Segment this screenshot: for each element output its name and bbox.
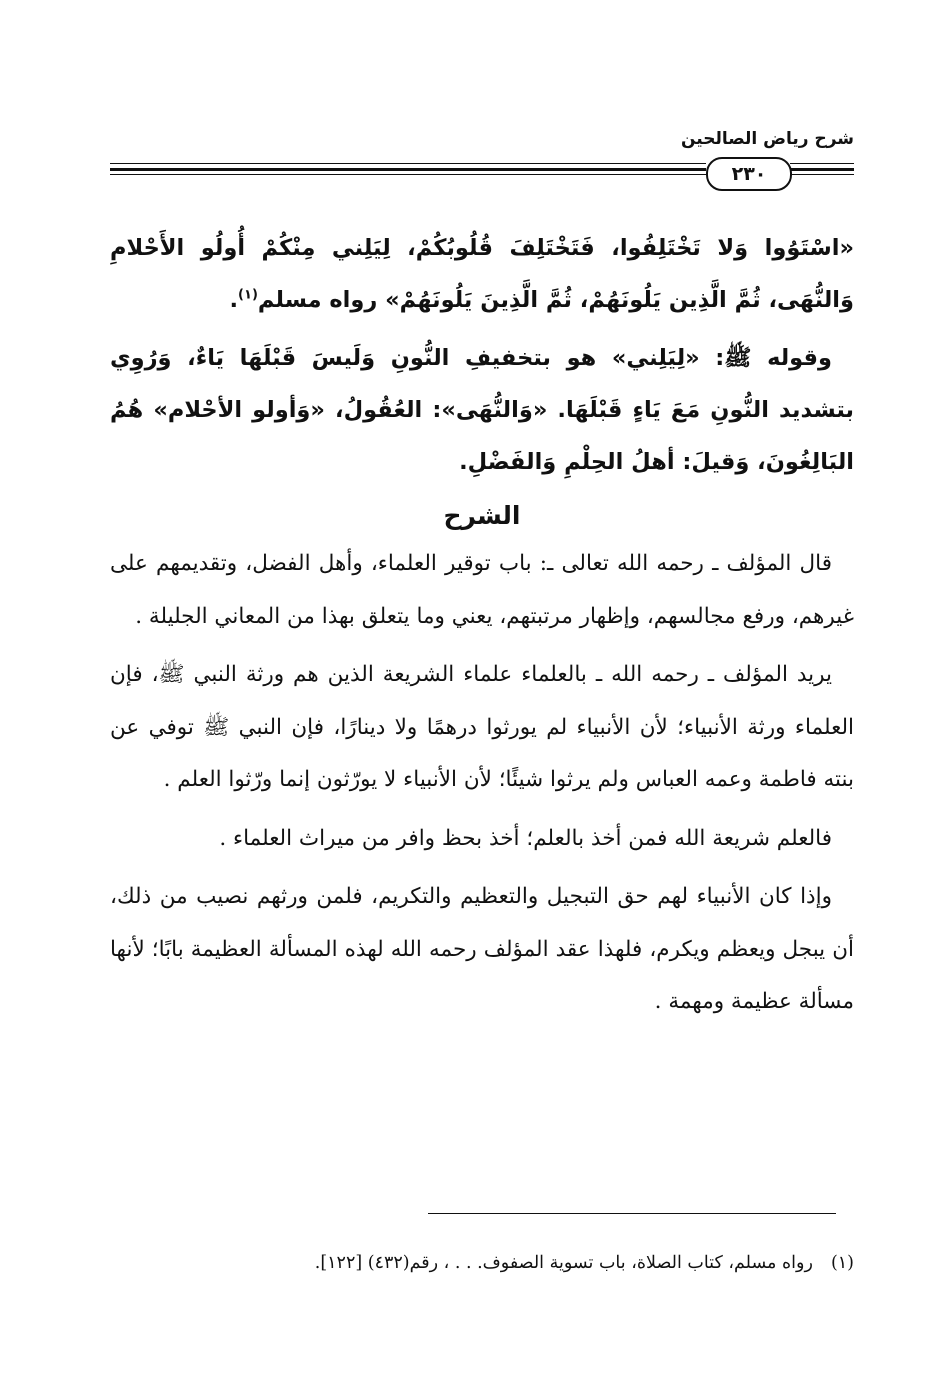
page-number-badge	[706, 157, 792, 191]
sharh-paragraph-2: يريد المؤلف ـ رحمه الله ـ بالعلماء علماء الشريعة الذين هم ورثة النبي ﷺ، فإن العلماء ورثة الأنبياء؛ لأن الأنبياء لم يورثوا درهمًا ولا دينارًا، فإن النبي ﷺ توفي عن بنته فاطمة وعمه العباس ولم يرثوا شيئًا؛ لأن الأنبياء لا يورّثون إنما ورّثوا العلم .	[110, 662, 854, 792]
page-number: ٢٣٠	[731, 163, 767, 185]
hadith-text-part2: .	[229, 287, 239, 313]
footnote-marker: (١)	[830, 1253, 854, 1273]
running-title: شرح رياض الصالحين	[680, 129, 854, 149]
footnote-divider	[428, 1213, 836, 1214]
main-text	[110, 222, 854, 1035]
hadith-explanation: وقوله ﷺ: «لِيَلِني» هو بتخفيفِ النُّونِ وَلَيسَ قَبْلَهَا يَاءٌ، وَرُوِي بتشديد النُّونِ مَعَ يَاءٍ قَبْلَهَا. «وَالنُّهَى»: العُقُولُ، «وَأولو الأحْلام» هُمُ البَالِغُونَ، وَقيلَ: أهلُ الحِلْمِ وَالفَضْلِ.	[110, 345, 854, 475]
footnote-reference[interactable]: (١)	[238, 287, 258, 303]
hadith-text-part1: «اسْتَوُوا وَلا تَخْتَلِفُوا، فَتَخْتَلِفَ قُلُوبُكُمْ، لِيَلِني مِنْكُمْ أُولُو الأَحْلامِ وَالنُّهَى، ثُمَّ الَّذِين يَلُونَهُمْ، ثُمَّ الَّذِينَ يَلُونَهُمْ» رواه مسلم	[110, 235, 854, 313]
sharh-paragraph-3: فالعلم شريعة الله فمن أخذ بالعلم؛ أخذ بحظ وافر من ميراث العلماء .	[219, 825, 832, 851]
sharh-paragraph-1: قال المؤلف ـ رحمه الله تعالى ـ: باب توقير العلماء، وأهل الفضل، وتقديمهم على غيرهم، ورفع مجالسهم، وإظهار مرتبتهم، يعني وما يتعلق بهذا من المعاني الجليلة .	[110, 551, 854, 629]
footnote-text: رواه مسلم، كتاب الصلاة، باب تسوية الصفوف. . . ، رقم(٤٣٢) [١٢٢].	[314, 1253, 813, 1273]
sharh-heading: الشرح	[443, 501, 521, 530]
hadith-text	[110, 222, 854, 326]
sharh-paragraph-4: وإذا كان الأنبياء لهم حق التبجيل والتعظيم والتكريم، فلمن ورثهم نصيب من ذلك، أن يبجل ويعظم ويكرم، فلهذا عقد المؤلف رحمه الله لهذه المسألة العظيمة بابًا؛ لأنها مسألة عظيمة ومهمة .	[110, 884, 854, 1014]
footnote	[110, 1248, 854, 1278]
